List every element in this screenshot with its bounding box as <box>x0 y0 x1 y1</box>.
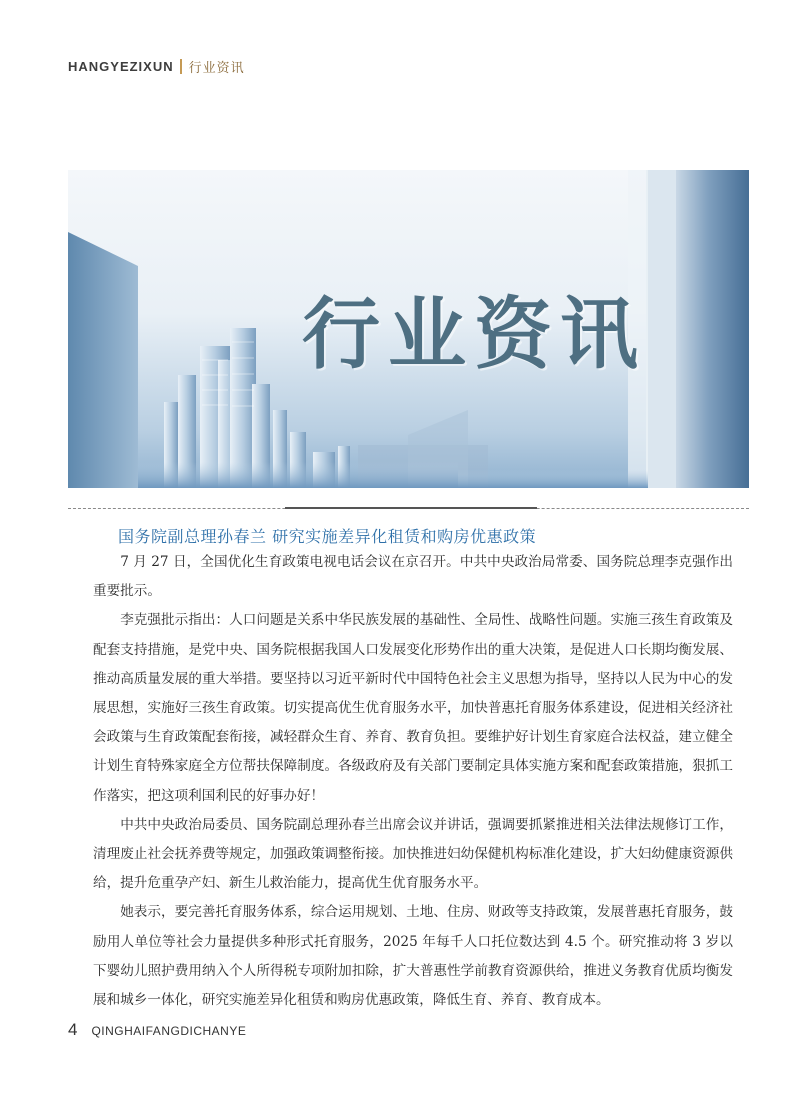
divider-accent <box>285 507 537 509</box>
header-section: 行业资讯 <box>188 60 245 76</box>
article-title: 国务院副总理孙春兰 研究实施差异化租赁和购房优惠政策 <box>118 527 537 546</box>
banner-title: 行业资讯 <box>302 289 647 380</box>
paragraph: 李克强批示指出：人口问题是关系中华民族发展的基础性、全局性、战略性问题。实施三孩生育政策及配套支持措施，是党中央、国务院根据我国人口发展变化形势作出的重大决策，是促进人口长期均衡发展、推动高质量发展的重大举措。要坚持以习近平新时代中国特色社会主义思想为指导，坚持以人民为中心的发展思想，实施好三孩生育政策。切实提高优生优育服务水平，加快普惠托育服务体系建设，促进相关经济社会政策与生育政策配套衔接，减轻群众生育、养育、教育负担。要维护好计划生育家庭合法权益，建立健全计划生育特殊家庭全方位帮扶保障制度。各级政府及有关部门要制定具体实施方案和配套政策措施，狠抓工作落实，把这项利国利民的好事办好！ <box>93 612 733 804</box>
header-separator <box>180 59 182 74</box>
banner-image <box>68 170 749 488</box>
paragraph: 中共中央政治局委员、国务院副总理孙春兰出席会议并讲话，强调要抓紧推进相关法律法规修订工作，清理废止社会抚养费等规定，加强政策调整衔接。加快推进妇幼保健机构标准化建设，扩大妇幼健康资源供给，提升危重孕产妇、新生儿救治能力，提高优生优育服务水平。 <box>93 816 733 892</box>
header-brand: HANGYEZIXUN <box>68 58 174 74</box>
page-footer <box>68 1020 246 1040</box>
article-body <box>93 548 733 1015</box>
publication-name: QINGHAIFANGDICHANYE <box>91 1024 247 1038</box>
paragraph: 7 月 27 日，全国优化生育政策电视电话会议在京召开。中共中央政治局常委、国务院总理李克强作出重要批示。 <box>93 554 733 600</box>
running-header <box>68 56 245 76</box>
paragraph: 她表示，要完善托育服务体系，综合运用规划、土地、住房、财政等支持政策，发展普惠托育服务，鼓励用人单位等社会力量提供多种形式托育服务，2025 年每千人口托位数达到 4.5 个。研究推动将 3 岁以下婴幼儿照护费用纳入个人所得税专项附加扣除，扩大普惠性学前教育资源供给，推进义务教育优质均衡发展和城乡一体化，研究实施差异化租赁和购房优惠政策，降低生育、养育、教育成本。 <box>93 904 733 1009</box>
page-number: 4 <box>68 1020 78 1039</box>
